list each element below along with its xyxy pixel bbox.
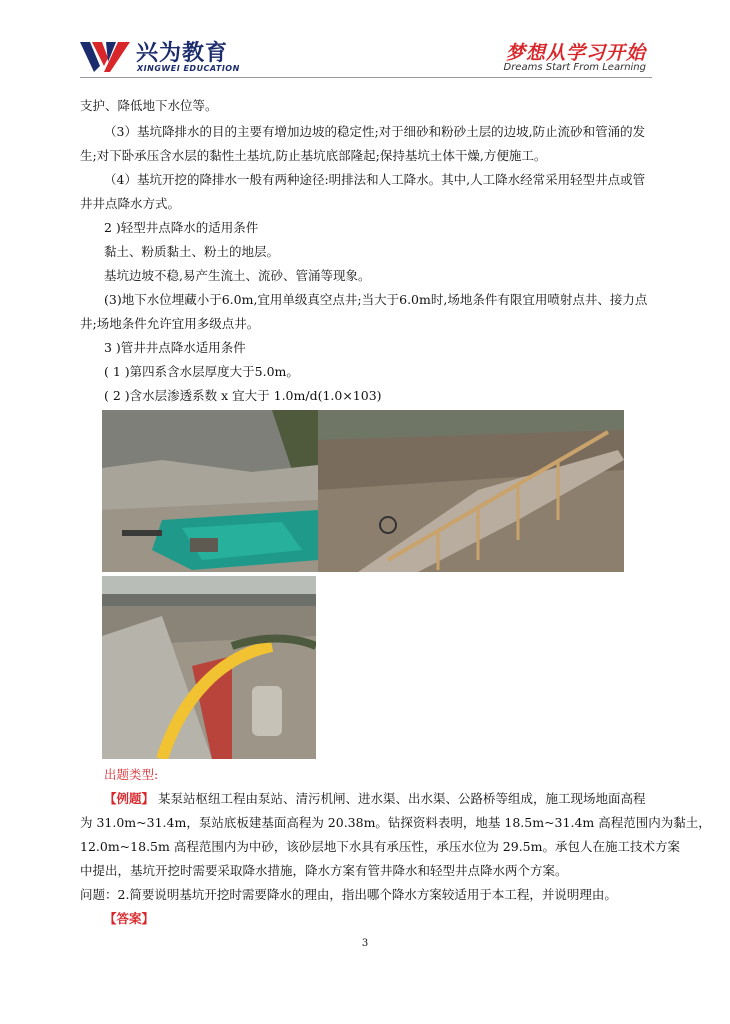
paragraph-line: 井;场地条件允许宜用多级点井。 xyxy=(80,316,260,331)
logo-subtitle: XINGWEI EDUCATION xyxy=(137,64,240,73)
paragraph-line: ( 2 )含水层渗透系数 x 宜大于 1.0m/d(1.0×103) xyxy=(104,388,382,403)
logo-text: 兴为教育 xyxy=(136,41,229,66)
question-line: 问题：2.简要说明基坑开挖时需要降水的理由，指出哪个降水方案较适用于本工程，并说明理由。 xyxy=(80,887,617,902)
paragraph-line: ( 1 )第四系含水层厚度大于5.0m。 xyxy=(104,364,299,379)
drainage-pipe-photo xyxy=(102,576,316,759)
example-line: 12.0m~18.5m 高程范围内为中砂，该砂层地下水具有承压性，承压水位为 29.5m。承包人在施工技术方案 xyxy=(80,839,680,854)
question-type-label: 出题类型: xyxy=(104,767,159,782)
header-divider xyxy=(80,77,652,78)
section-heading: 2 )轻型井点降水的适用条件 xyxy=(104,220,259,235)
slogan: 梦想从学习开始 xyxy=(505,42,646,64)
paragraph-line: 井井点降水方式。 xyxy=(80,196,181,211)
paragraph-line: （3）基坑降排水的目的主要有增加边坡的稳定性;对于细砂和粉砂土层的边坡,防止流砂和管涌的发 xyxy=(104,124,646,139)
paragraph-line: 黏土、粉质黏土、粉土的地层。 xyxy=(104,244,280,259)
example-line xyxy=(104,791,646,807)
slogan-english: Dreams Start From Learning xyxy=(503,62,646,73)
paragraph-line: 基坑边坡不稳,易产生流土、流砂、管涌等现象。 xyxy=(104,268,371,283)
page-header xyxy=(0,0,730,80)
paragraph-line: 生;对下卧承压含水层的黏性土基坑,防止基坑底部隆起;保持基坑土体干燥,方便施工。 xyxy=(80,148,547,163)
page-number: 3 xyxy=(361,938,369,949)
example-tag: 【例题】 xyxy=(104,791,155,806)
well-point-photo xyxy=(318,410,624,572)
paragraph-line: (3)地下水位埋藏小于6.0m,宜用单级真空点井;当大于6.0m时,场地条件有限宜用喷射点井、接力点 xyxy=(104,292,648,307)
paragraph-line: （4）基坑开挖的降排水一般有两种途径:明排法和人工降水。其中,人工降水经常采用轻型井点或管 xyxy=(104,172,646,187)
example-text: 某泵站枢纽工程由泵站、清污机闸、进水渠、出水渠、公路桥等组成，施工现场地面高程 xyxy=(154,791,646,806)
example-line: 中提出，基坑开挖时需要采取降水措施，降水方案有管井降水和轻型井点降水两个方案。 xyxy=(80,863,568,878)
example-line: 为 31.0m~31.4m，泵站底板建基面高程为 20.38m。钻探资料表明，地基 18.5m~31.4m 高程范围内为黏土， xyxy=(80,815,711,830)
excavation-photo xyxy=(102,410,318,572)
answer-tag: 【答案】 xyxy=(104,911,155,926)
section-heading: 3 )管井井点降水适用条件 xyxy=(104,340,246,355)
paragraph-line: 支护、降低地下水位等。 xyxy=(80,98,218,113)
xingwei-logo-icon xyxy=(80,38,132,74)
